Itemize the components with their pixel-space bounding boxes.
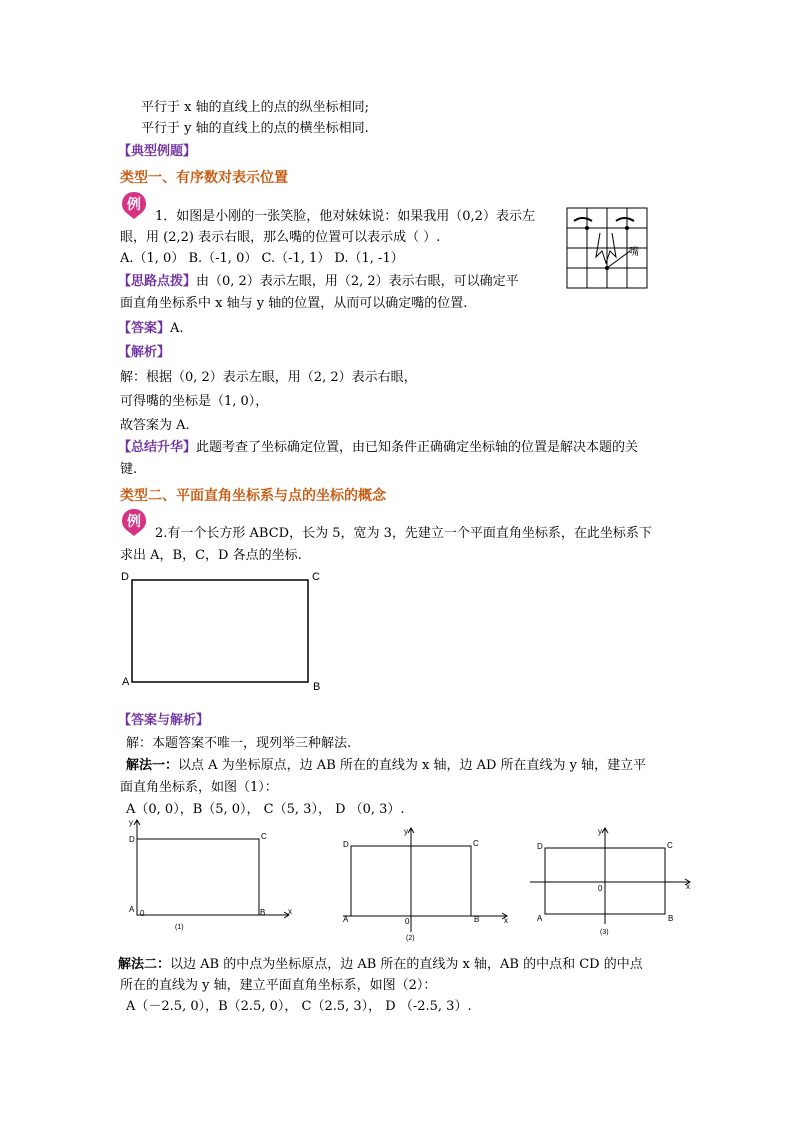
sol2-line-1: 以边 AB 的中点为坐标原点，边 AB 所在的直线为 x 轴，AB 的中点和 CD 的中点 (170, 957, 643, 972)
hint-line-2: 面直角坐标系中 x 轴与 y 轴的位置，从而可以确定嘴的位置. (120, 296, 468, 311)
answer-tag: 【答案】 (118, 321, 171, 336)
hint-tag: 【思路点拨】 (118, 274, 197, 289)
svg-text:y: y (404, 827, 408, 836)
svg-text:B: B (260, 908, 266, 917)
svg-text:例: 例 (127, 513, 141, 529)
svg-text:A: A (122, 676, 130, 688)
q1-line-2: 眼，用 (2,2) 表示右眼，那么嘴的位置可以表示成（ ）. (120, 230, 441, 245)
example-badge-1 (120, 190, 148, 220)
summary-tag: 【总结升华】 (118, 440, 197, 455)
coord-figure-3 (528, 826, 708, 944)
type1-heading: 类型一、有序数对表示位置 (120, 170, 288, 186)
sol1-tag: 解法一： (126, 758, 179, 773)
example-badge-2 (120, 507, 148, 537)
intro-line-1: 平行于 x 轴的直线上的点的纵坐标相同; (141, 100, 369, 115)
svg-text:C: C (312, 571, 320, 583)
svg-text:A: A (537, 914, 543, 923)
sol2-coords: A（－2.5, 0），B（2.5, 0）， C（2.5, 3）， D （-2.5, 3）. (126, 999, 472, 1014)
answer-text: A. (170, 321, 184, 336)
svg-text:B: B (474, 915, 480, 924)
svg-text:0: 0 (405, 917, 410, 926)
svg-text:例: 例 (127, 196, 141, 212)
q1-options: A.（1, 0） B.（-1, 0） C.（-1, 1） D.（1, -1） (120, 251, 404, 266)
sol2-tag: 解法二： (118, 957, 171, 972)
section-title: 【典型例题】 (118, 144, 197, 159)
q2-line-2: 求出 A，B，C，D 各点的坐标. (120, 548, 302, 563)
summary-line-2: 键. (120, 462, 138, 477)
svg-text:B: B (313, 681, 321, 693)
svg-text:A: A (343, 915, 349, 924)
svg-text:A: A (129, 905, 135, 914)
rectangle-abcd-figure (118, 568, 328, 693)
svg-text:(1): (1) (175, 924, 184, 931)
svg-text:(2): (2) (406, 935, 415, 942)
analysis-tag: 【解析】 (118, 345, 171, 360)
face-grid-figure (566, 207, 648, 289)
coord-figure-2 (338, 826, 518, 944)
sol-intro: 解：本题答案不唯一，现列举三种解法. (126, 736, 352, 751)
analysis-line-1: 解：根据（0, 2）表示左眼，用（2, 2）表示右眼， (120, 370, 417, 385)
svg-text:C: C (473, 839, 479, 848)
analysis-line-3: 故答案为 A. (120, 418, 190, 433)
svg-text:0: 0 (140, 909, 145, 918)
svg-text:C: C (667, 841, 673, 850)
summary-line-1: 此题考查了坐标确定位置，由已知条件正确确定坐标轴的位置是解决本题的关 (196, 440, 639, 455)
svg-text:x: x (686, 882, 690, 891)
svg-text:y: y (129, 818, 133, 827)
sol1-line-2: 面直角坐标系，如图（1）： (120, 780, 278, 795)
svg-text:(3): (3) (600, 929, 609, 936)
svg-text:0: 0 (598, 884, 603, 893)
svg-text:嘴: 嘴 (629, 247, 639, 258)
svg-text:D: D (343, 840, 349, 849)
svg-text:y: y (598, 827, 602, 836)
svg-text:D: D (121, 571, 129, 583)
hint-line-1: 由（0, 2）表示左眼，用（2, 2）表示右眼，可以确定平 (196, 274, 519, 289)
type2-heading: 类型二、平面直角坐标系与点的坐标的概念 (120, 488, 386, 504)
q2-line-1: 2.有一个长方形 ABCD，长为 5，宽为 3，先建立一个平面直角坐标系，在此坐标系下 (155, 526, 652, 541)
svg-text:D: D (129, 835, 135, 844)
svg-text:B: B (668, 914, 674, 923)
intro-line-2: 平行于 y 轴的直线上的点的横坐标相同. (141, 121, 369, 136)
coord-figure-1 (120, 815, 300, 933)
sol1-line-1: 以点 A 为坐标原点，边 AB 所在的直线为 x 轴，边 AD 所在直线为 y 轴，建立平 (178, 758, 647, 773)
sol2-line-2: 所在的直线为 y 轴，建立平面直角坐标系，如图（2）： (120, 978, 437, 993)
svg-text:D: D (537, 842, 543, 851)
svg-text:x: x (288, 907, 292, 916)
answer-analysis-tag: 【答案与解析】 (118, 713, 210, 728)
svg-text:C: C (261, 832, 267, 841)
q1-line-1: 1．如图是小刚的一张笑脸，他对妹妹说：如果我用（0,2）表示左 (155, 209, 535, 224)
svg-text:x: x (504, 916, 508, 925)
sol1-coords: A（0, 0），B（5, 0）， C（5, 3）， D （0, 3）. (126, 802, 405, 817)
analysis-line-2: 可得嘴的坐标是（1, 0）， (120, 394, 269, 409)
